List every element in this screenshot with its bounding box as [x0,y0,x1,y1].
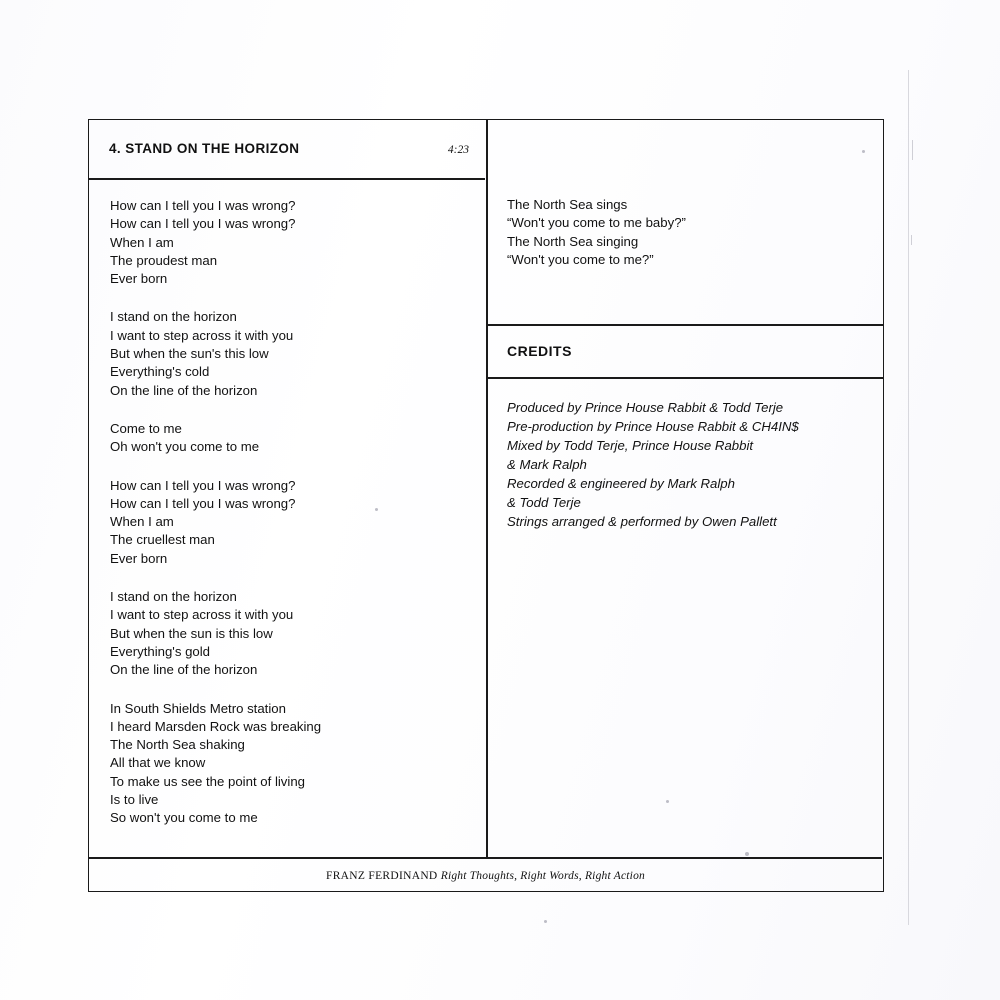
credits-rule-bottom [486,377,884,379]
credit-line [507,436,877,455]
credit-text: Pre-production by Prince House Rabbit & CH4IN$ [507,419,799,434]
credit-line [507,474,877,493]
lyric-line: I stand on the horizon [110,589,237,605]
lyric-line: Oh won't you come to me [110,439,260,455]
lyric-line: So won't you come to me [110,810,258,826]
footer-artist-name: FRANZ FERDINAND [326,870,441,882]
lyric-line: Everything's gold [110,643,211,659]
lyrics-stanza [507,196,867,269]
footer-album-title: Right Thoughts, Right Words, Right Action [440,870,645,882]
lyric-line: I stand on the horizon [110,309,237,325]
credit-text: Mixed by Todd Terje, Prince House Rabbit [507,438,754,453]
lyrics-booklet-page [88,119,884,892]
lyrics-column-left [110,197,470,828]
lyric-line: “Won't you come to me?” [507,251,654,267]
lyric-line: How can I tell you I was wrong? [110,477,296,493]
lyrics-stanza [110,308,470,399]
credits-heading: CREDITS [507,343,572,359]
scan-edge-line [908,70,909,925]
lyric-line: But when the sun is this low [110,625,273,641]
lyric-line: I heard Marsden Rock was breaking [110,718,322,734]
title-rule [89,178,485,180]
lyric-line: In South Shields Metro station [110,700,286,716]
credit-text: Produced by Prince House Rabbit & Todd Terje [507,400,784,415]
credits-list [507,398,877,531]
lyric-line: The cruellest man [110,532,215,548]
credit-line [507,493,877,512]
lyric-line: To make us see the point of living [110,773,305,789]
lyric-line: I want to step across it with you [110,327,294,343]
lyrics-stanza [110,588,470,679]
lyric-line: All that we know [110,755,206,771]
track-title: 4. STAND ON THE HORIZON [109,141,300,156]
footer-rule [89,857,882,859]
lyric-line: On the line of the horizon [110,662,258,678]
track-duration: 4:23 [447,144,469,156]
lyric-line: Come to me [110,420,182,436]
lyric-line: On the line of the horizon [110,382,258,398]
credit-line [507,398,877,417]
credit-text: & Mark Ralph [507,457,587,472]
lyric-line: “Won't you come to me baby?” [507,215,686,231]
credit-line [507,512,877,531]
lyric-line: How can I tell you I was wrong? [110,198,296,213]
lyric-line: Everything's cold [110,364,210,380]
lyric-line: Ever born [110,271,168,287]
lyric-line: The North Sea shaking [110,737,245,753]
lyric-line: When I am [110,234,174,250]
scan-edge-mark [912,140,913,160]
lyric-line: The North Sea sings [507,197,628,212]
credits-rule-top [486,324,884,326]
lyrics-stanza [110,477,470,568]
lyric-line: How can I tell you I was wrong? [110,495,296,511]
lyric-line: Is to live [110,792,159,808]
page-footer [89,866,882,884]
lyric-line: But when the sun's this low [110,346,269,362]
scan-edge-mark [911,235,912,245]
lyrics-stanza [110,700,470,828]
lyric-line: When I am [110,514,174,530]
column-divider [486,120,488,857]
track-header [109,141,469,156]
lyrics-stanza [110,420,470,457]
lyric-line: Ever born [110,550,168,566]
lyric-line: How can I tell you I was wrong? [110,216,296,232]
lyrics-column-right [507,196,867,269]
credit-line [507,417,877,436]
lyric-line: I want to step across it with you [110,607,294,623]
scan-speck [544,920,547,923]
credit-text: Strings arranged & performed by Owen Pallett [507,514,777,529]
credit-text: & Todd Terje [507,495,581,510]
lyric-line: The proudest man [110,252,218,268]
lyrics-stanza [110,197,470,288]
credit-line [507,455,877,474]
lyric-line: The North Sea singing [507,233,639,249]
credit-text: Recorded & engineered by Mark Ralph [507,476,735,491]
